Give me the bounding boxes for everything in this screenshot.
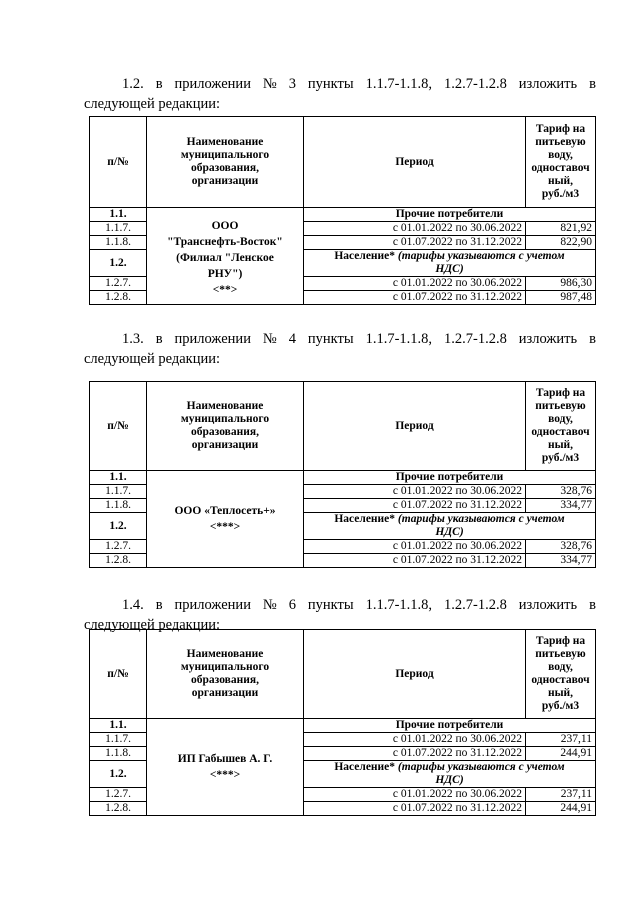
row-number: 1.1.8. <box>90 747 147 761</box>
header-tariff: Тариф на питьевую воду, одноставоч ный, руб./м3 <box>526 117 596 208</box>
row-number: 1.1.8. <box>90 236 147 250</box>
row-period: с 01.01.2022 по 30.06.2022 <box>304 540 526 554</box>
group-number: 1.1. <box>90 719 147 733</box>
row-tariff: 334,77 <box>526 499 596 513</box>
header-period: Период <box>304 630 526 719</box>
word: 1.1.7-1.1.8, <box>365 331 433 347</box>
row-period: с 01.01.2022 по 30.06.2022 <box>304 222 526 236</box>
group-number: 1.2. <box>90 250 147 277</box>
header-number: п/№ <box>90 117 147 208</box>
row-period: с 01.01.2022 по 30.06.2022 <box>304 277 526 291</box>
word: 1.2.7-1.2.8 <box>443 76 507 92</box>
paragraph-1-2 <box>84 74 596 114</box>
row-number: 1.1.7. <box>90 733 147 747</box>
paragraph-line-2: следующей редакции: <box>84 96 221 112</box>
header-number: п/№ <box>90 630 147 719</box>
group-label: Прочие потребители <box>304 471 596 485</box>
paragraph-1-3 <box>84 329 596 369</box>
header-number: п/№ <box>90 382 147 471</box>
row-tariff: 821,92 <box>526 222 596 236</box>
row-period: с 01.01.2022 по 30.06.2022 <box>304 733 526 747</box>
word: приложении <box>174 331 251 347</box>
group-label: Население* (тарифы указываются с учетом НДС) <box>304 250 596 277</box>
word: в <box>155 331 163 347</box>
tariff-table-1 <box>89 116 596 305</box>
tariff-table-3 <box>89 629 596 816</box>
row-number: 1.2.8. <box>90 802 147 816</box>
row-tariff: 328,76 <box>526 485 596 499</box>
row-period: с 01.07.2022 по 31.12.2022 <box>304 236 526 250</box>
paragraph-number: 1.4. <box>122 597 144 613</box>
word: пункты <box>307 331 354 347</box>
row-tariff: 822,90 <box>526 236 596 250</box>
group-number: 1.2. <box>90 513 147 540</box>
group-label: Прочие потребители <box>304 719 596 733</box>
org-name: ООО «Теплосеть+» <***> <box>147 471 304 568</box>
word: 3 <box>288 76 296 92</box>
table-header-row <box>90 382 596 471</box>
word: № <box>262 76 277 92</box>
word: в <box>155 76 163 92</box>
group-number: 1.2. <box>90 761 147 788</box>
row-number: 1.2.7. <box>90 277 147 291</box>
word: 1.2.7-1.2.8 <box>443 331 507 347</box>
word: 1.1.7-1.1.8, <box>365 597 433 613</box>
row-tariff: 244,91 <box>526 802 596 816</box>
header-tariff: Тариф на питьевую воду, одноставоч ный, руб./м3 <box>526 382 596 471</box>
table-header-row <box>90 630 596 719</box>
word: пункты <box>307 597 354 613</box>
header-period: Период <box>304 117 526 208</box>
row-period: с 01.01.2022 по 30.06.2022 <box>304 788 526 802</box>
row-tariff: 986,30 <box>526 277 596 291</box>
group-number: 1.1. <box>90 208 147 222</box>
tariff-table-2 <box>89 381 596 568</box>
org-name: ИП Габышев А. Г. <***> <box>147 719 304 816</box>
header-org: Наименование муниципального образования, организации <box>147 630 304 719</box>
header-org: Наименование муниципального образования, организации <box>147 117 304 208</box>
row-number: 1.2.8. <box>90 291 147 305</box>
word: 1.2.7-1.2.8 <box>443 597 507 613</box>
row-number: 1.2.8. <box>90 554 147 568</box>
row-tariff: 244,91 <box>526 747 596 761</box>
row-period: с 01.07.2022 по 31.12.2022 <box>304 747 526 761</box>
org-name: ООО "Транснефть-Восток" (Филиал "Ленское РНУ") <**> <box>147 208 304 305</box>
paragraph-line-2: следующей редакции: <box>84 351 221 367</box>
row-period: с 01.01.2022 по 30.06.2022 <box>304 485 526 499</box>
row-number: 1.1.8. <box>90 499 147 513</box>
word: № <box>262 331 277 347</box>
row-tariff: 237,11 <box>526 788 596 802</box>
header-tariff: Тариф на питьевую воду, одноставоч ный, руб./м3 <box>526 630 596 719</box>
row-tariff: 334,77 <box>526 554 596 568</box>
row-number: 1.2.7. <box>90 788 147 802</box>
word: изложить <box>518 76 578 92</box>
row-tariff: 987,48 <box>526 291 596 305</box>
group-label: Население* (тарифы указываются с учетом НДС) <box>304 513 596 540</box>
word: изложить <box>518 597 578 613</box>
group-number: 1.1. <box>90 471 147 485</box>
word: в <box>589 76 596 92</box>
row-number: 1.1.7. <box>90 222 147 236</box>
word: изложить <box>518 331 578 347</box>
group-label: Население* (тарифы указываются с учетом НДС) <box>304 761 596 788</box>
row-number: 1.2.7. <box>90 540 147 554</box>
word: 6 <box>288 597 296 613</box>
paragraph-number: 1.3. <box>122 331 144 347</box>
table-row <box>90 208 596 222</box>
row-tariff: 328,76 <box>526 540 596 554</box>
row-number: 1.1.7. <box>90 485 147 499</box>
row-tariff: 237,11 <box>526 733 596 747</box>
word: приложении <box>174 76 251 92</box>
row-period: с 01.07.2022 по 31.12.2022 <box>304 554 526 568</box>
word: 4 <box>288 331 296 347</box>
word: № <box>262 597 277 613</box>
group-label: Прочие потребители <box>304 208 596 222</box>
paragraph-number: 1.2. <box>122 76 144 92</box>
word: приложении <box>174 597 251 613</box>
word: в <box>589 331 596 347</box>
word: в <box>589 597 596 613</box>
paragraph-line-2: следующей редакции: <box>84 617 221 633</box>
word: пункты <box>307 76 354 92</box>
word: в <box>155 597 163 613</box>
word: 1.1.7-1.1.8, <box>365 76 433 92</box>
table-row <box>90 471 596 485</box>
header-org: Наименование муниципального образования, организации <box>147 382 304 471</box>
row-period: с 01.07.2022 по 31.12.2022 <box>304 802 526 816</box>
table-row <box>90 719 596 733</box>
row-period: с 01.07.2022 по 31.12.2022 <box>304 499 526 513</box>
header-period: Период <box>304 382 526 471</box>
table-header-row <box>90 117 596 208</box>
row-period: с 01.07.2022 по 31.12.2022 <box>304 291 526 305</box>
